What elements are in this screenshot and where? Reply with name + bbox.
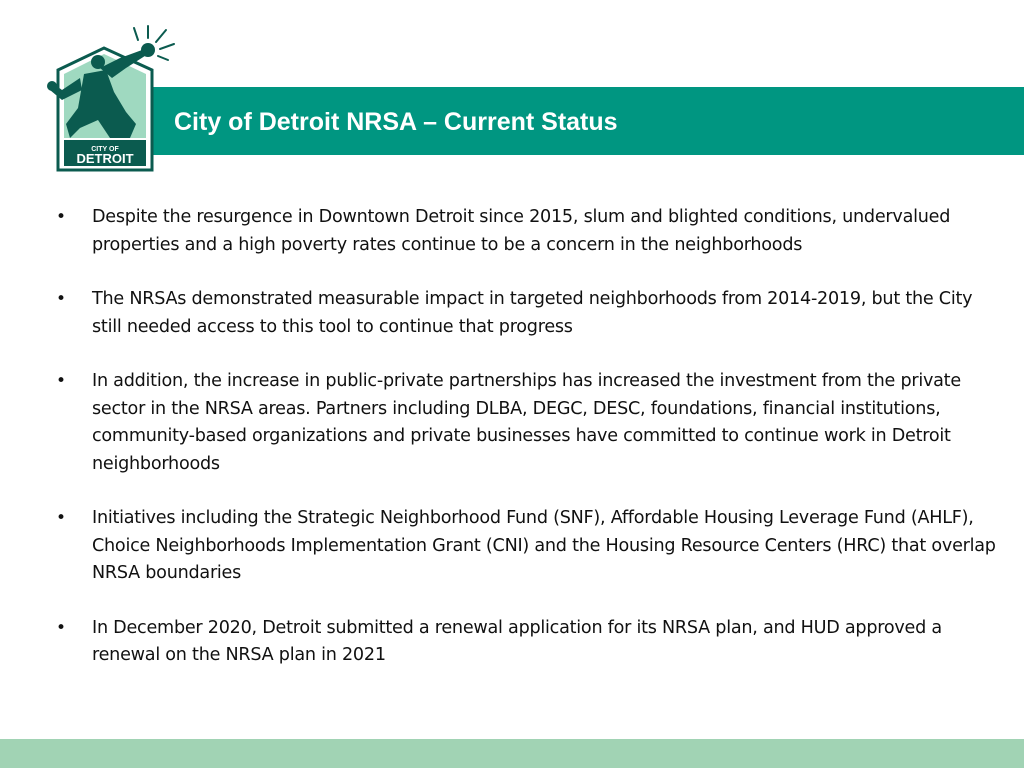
list-item (56, 615, 1006, 670)
list-item (56, 368, 1006, 478)
logo-text-top: CITY OF (91, 146, 119, 153)
bullet-text: Despite the resurgence in Downtown Detroit since 2015, slum and blighted conditions, undervalued properties and a high poverty rates continue to be a concern in the neighborhoods (92, 207, 951, 255)
logo-text-bottom: DETROIT (76, 151, 134, 166)
list-item (56, 204, 1006, 259)
list-item (56, 286, 1006, 341)
bullet-icon: • (56, 371, 66, 391)
bullet-icon: • (56, 289, 66, 309)
bullet-icon: • (56, 617, 66, 638)
page-title: City of Detroit NRSA – Current Status (174, 108, 618, 136)
bullet-icon: • (56, 508, 66, 528)
bullet-list (56, 204, 1006, 697)
bullet-text: In addition, the increase in public-private partnerships has increased the investment from the private sector in the NRSA areas. Partners including DLBA, DEGC, DESC, foundations, financial institutions, community-based organizations and private businesses have committed to continue work in Detroit neighborhoods (92, 371, 961, 474)
bullet-icon: • (56, 207, 66, 227)
bullet-text: The NRSAs demonstrated measurable impact in targeted neighborhoods from 2014-2019, but the City still needed access to this tool to continue that progress (92, 289, 973, 337)
list-item (56, 505, 1006, 588)
bullet-text: Initiatives including the Strategic Neighborhood Fund (SNF), Affordable Housing Leverage Fund (AHLF), Choice Neighborhoods Implementation Grant (CNI) and the Housing Resource Centers (HRC) that overlap NRSA boundaries (92, 508, 996, 583)
bullet-text: In December 2020, Detroit submitted a renewal application for its NRSA plan, and HUD approved a renewal on the NRSA plan in 2021 (92, 617, 942, 665)
footer-bar (0, 739, 1024, 768)
title-bar (110, 87, 1024, 155)
city-of-detroit-logo (40, 20, 190, 188)
